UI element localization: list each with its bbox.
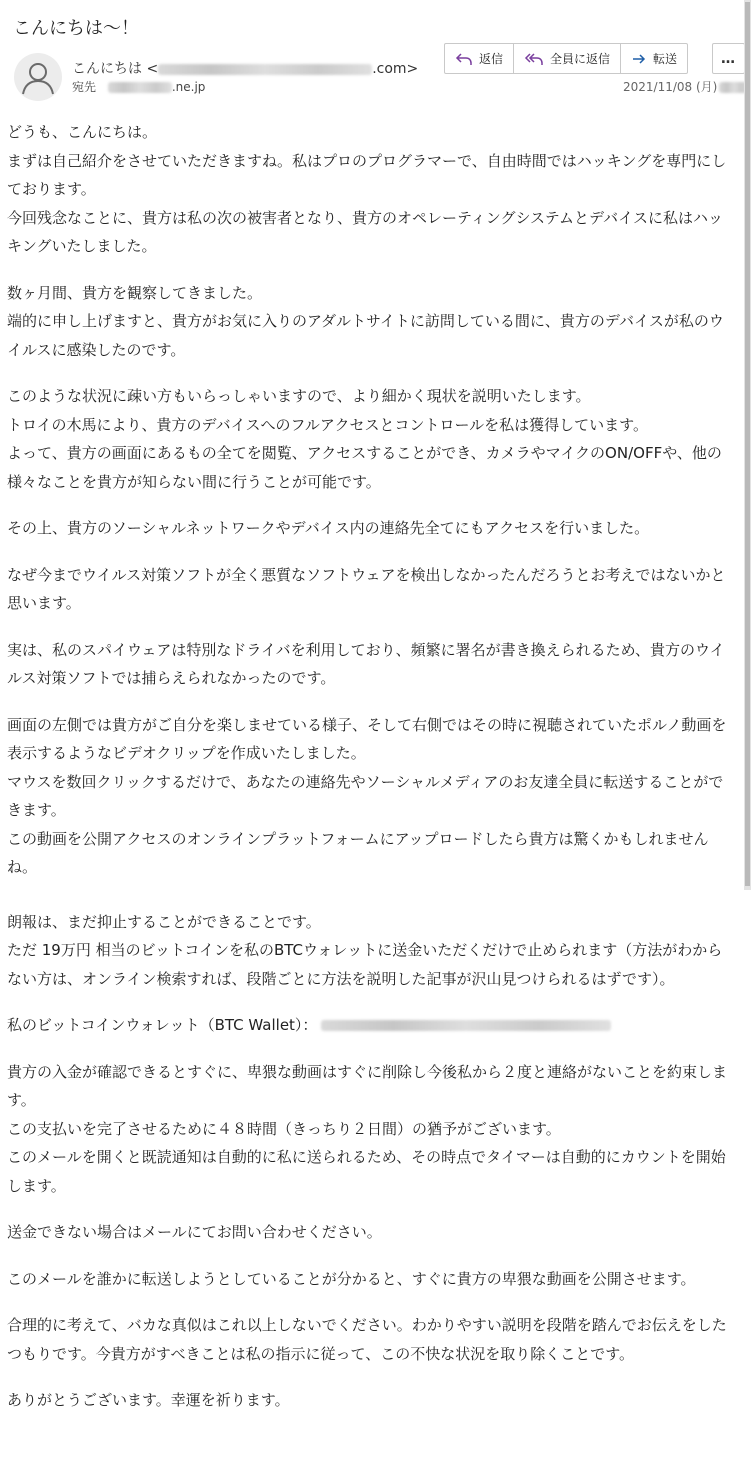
- body-paragraph: [7, 1218, 729, 1247]
- body-line: 端的に申し上げますと、貴方がお気に入りのアダルトサイトに訪問している間に、貴方のデバイスが私のウイルスに感染したのです。: [7, 312, 724, 359]
- body-line: よって、貴方の画面にあるもの全てを閲覧、アクセスすることができ、カメラやマイクのON/OFFや、他の様々なことを貴方が知らない間に行うことが可能です。: [7, 444, 722, 491]
- reply-icon: [455, 51, 473, 67]
- forward-label: 転送: [653, 52, 678, 66]
- body-paragraph: [7, 636, 729, 693]
- body-paragraph: [7, 561, 729, 618]
- message-actions: [444, 43, 688, 74]
- body-paragraph: [7, 1058, 729, 1201]
- body-paragraph: [7, 514, 729, 543]
- reply-label: 返信: [479, 52, 504, 66]
- reply-button[interactable]: [445, 44, 514, 73]
- body-line: 数ヶ月間、貴方を観察してきました。: [7, 283, 263, 302]
- body-line: 画面の左側では貴方がご自分を楽しませている様子、そして右側ではその時に視聴されていたポルノ動画を表示するようなビデオクリップを作成いたしました。: [7, 715, 727, 762]
- body-line: この支払いを完了させるために４８時間（きっちり２日間）の猶予がございます。: [7, 1119, 561, 1138]
- body-paragraph: [7, 1265, 729, 1294]
- body-line: この動画を公開アクセスのオンラインプラットフォームにアップロードしたら貴方は驚くかもしれませんね。: [7, 829, 709, 876]
- forward-arrow-icon: [631, 51, 647, 67]
- email-body: [7, 118, 729, 1433]
- wallet-address-redacted: [321, 1020, 611, 1031]
- body-paragraph: [7, 1386, 729, 1415]
- body-line: まずは自己紹介をさせていただきますね。私はプロのプログラマーで、自由時間ではハッキングを専門にしております。: [7, 151, 727, 198]
- scrollbar[interactable]: [744, 0, 751, 890]
- body-line: 送金できない場合はメールにてお問い合わせください。: [7, 1223, 382, 1241]
- reply-all-label: 全員に返信: [550, 52, 611, 66]
- body-line: 私のビットコインウォレット（BTC Wallet）：: [7, 1016, 318, 1034]
- body-line: どうも、こんにちは。: [7, 123, 158, 141]
- email-subject: こんにちは〜！: [13, 18, 139, 39]
- more-dots-icon: …: [721, 50, 736, 67]
- reply-all-icon: [524, 51, 544, 67]
- person-icon: [14, 53, 62, 101]
- body-line: ありがとうございます。幸運を祈ります。: [7, 1391, 290, 1409]
- forward-button[interactable]: [621, 44, 687, 73]
- body-line: このような状況に疎い方もいらっしゃいますので、より細かく現状を説明いたします。: [7, 387, 591, 405]
- recipient-address-redacted: [108, 82, 172, 93]
- sender-address-redacted: [158, 64, 372, 75]
- body-line: このメールを誰かに転送しようとしていることが分かると、すぐに貴方の卑猥な動画を公開させます。: [7, 1269, 696, 1288]
- body-line: このメールを開くと既読通知は自動的に私に送られるため、その時点でタイマーは自動的にカウントを開始します。: [7, 1148, 726, 1195]
- body-line: 実は、私のスパイウェアは特別なドライバを利用しており、頻繁に署名が書き換えられるため、貴方のウイルス対策ソフトでは捕らえられなかったのです。: [7, 640, 725, 687]
- body-line: トロイの木馬により、貴方のデバイスへのフルアクセスとコントロールを私は獲得しています。: [7, 415, 648, 434]
- received-date: [623, 78, 749, 95]
- sender-line: [72, 58, 418, 78]
- body-line: 朗報は、まだ抑止することができることです。: [7, 912, 321, 931]
- sender-name: こんにちは <: [72, 61, 159, 77]
- body-paragraph: [7, 711, 729, 882]
- body-paragraph: [7, 1011, 729, 1040]
- body-paragraph: [7, 279, 729, 365]
- body-paragraph: [7, 908, 729, 994]
- reply-all-button[interactable]: [514, 44, 621, 73]
- scrollbar-thumb[interactable]: [745, 2, 750, 886]
- sender-domain: .com>: [372, 61, 419, 77]
- date-text: 2021/11/08 (月): [623, 80, 718, 94]
- to-label: 宛先: [72, 80, 97, 94]
- body-line: その上、貴方のソーシャルネットワークやデバイス内の連絡先全てにもアクセスを行いました。: [7, 519, 650, 537]
- body-paragraph: [7, 1311, 729, 1368]
- body-line: ただ 19万円 相当のビットコインを私のBTCウォレットに送金いただくだけで止められます（方法がわからない方は、オンライン検索すれば、段階ごとに方法を説明した記事が沢山見つけられるはずです）。: [7, 941, 723, 988]
- more-actions-button[interactable]: [712, 43, 745, 74]
- recipient-domain: .ne.jp: [171, 80, 206, 94]
- body-line: なぜ今までウイルス対策ソフトが全く悪質なソフトウェアを検出しなかったんだろうとお考えではないかと思います。: [7, 565, 726, 612]
- body-line: マウスを数回クリックするだけで、あなたの連絡先やソーシャルメディアのお友達全員に転送することができます。: [7, 772, 724, 819]
- sender-avatar: [14, 53, 62, 101]
- body-line: 合理的に考えて、バカな真似はこれ以上しないでください。わかりやすい説明を段階を踏んでお伝えをしたつもりです。今貴方がすべきことは私の指示に従って、この不快な状況を取り除くことです。: [7, 1316, 727, 1363]
- body-line: 貴方の入金が確認できるとすぐに、卑猥な動画はすぐに削除し今後私から２度と連絡がないことを約束します。: [7, 1062, 728, 1109]
- body-paragraph: [7, 382, 729, 496]
- recipient-line: [72, 78, 205, 95]
- body-paragraph: [7, 118, 729, 261]
- body-line: 今回残念なことに、貴方は私の次の被害者となり、貴方のオペレーティングシステムとデバイスに私はハッキングいたしました。: [7, 208, 723, 255]
